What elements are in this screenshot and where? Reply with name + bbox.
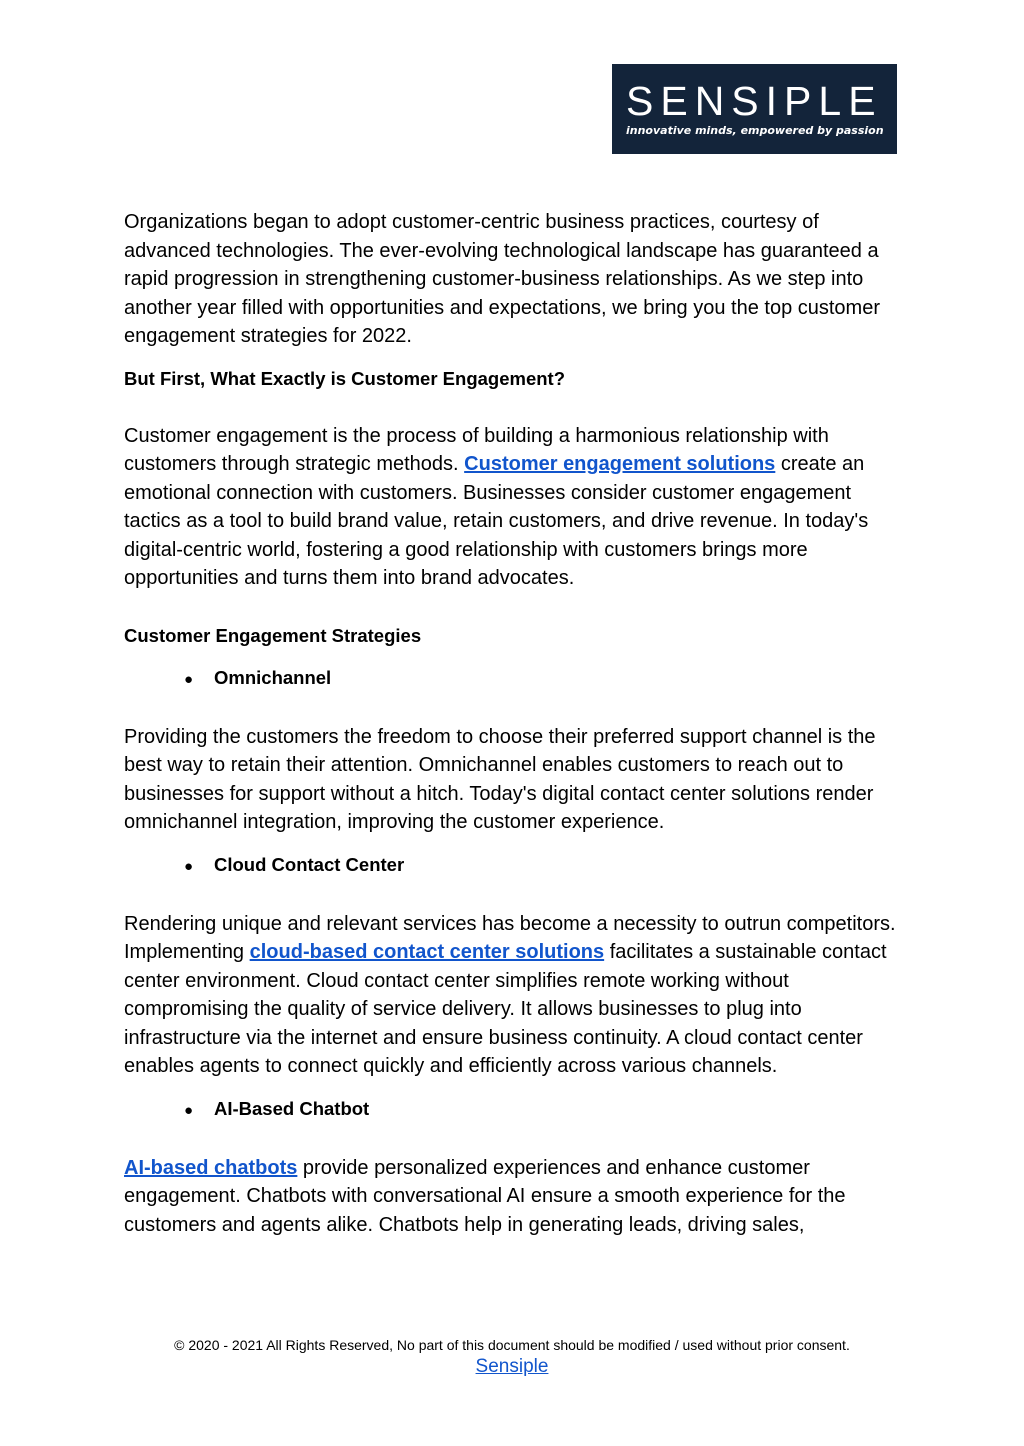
- page-footer: [0, 1336, 1024, 1380]
- bullet-cloud-contact-center: [124, 851, 900, 881]
- document-body: [124, 208, 900, 1239]
- bullet-omnichannel: [124, 664, 900, 694]
- customer-engagement-solutions-link[interactable]: Customer engagement solutions: [464, 453, 776, 475]
- bullet-title: Cloud Contact Center: [214, 853, 405, 875]
- logo-tagline: innovative minds, empowered by passion: [626, 124, 884, 137]
- paragraph-text: Customer engagement is the process of building a harmonious relationship with customers through strategic methods.: [124, 424, 829, 475]
- section-heading-strategies: Customer Engagement Strategies: [124, 624, 422, 646]
- paragraph-text: Rendering unique and relevant services has become a necessity to outrun competitors. Implementing: [124, 912, 896, 963]
- cloud-contact-center-paragraph: [124, 910, 900, 1081]
- omnichannel-paragraph: Providing the customers the freedom to choose their preferred support channel is the best way to retain their attention. Omnichannel enables customers to reach out to businesses for support without a hitch. Today's digital contact center solutions render omnichannel integration, improving the customer experience.: [124, 725, 876, 833]
- logo-wordmark: SENSIPLE: [626, 78, 883, 124]
- section-heading-customer-engagement: But First, What Exactly is Customer Engagement?: [124, 367, 565, 389]
- ai-based-chatbots-link[interactable]: AI-based chatbots: [124, 1156, 298, 1179]
- bullet-title: Omnichannel: [214, 666, 332, 688]
- bullet-ai-chatbot: [124, 1095, 900, 1125]
- bullet-title: AI-Based Chatbot: [214, 1097, 370, 1119]
- intro-paragraph: Organizations began to adopt customer-centric business practices, courtesy of advanced technologies. The ever-evolving technological landscape has guaranteed a rapid progression in strengthening customer-business relationships. As we step into another year filled with opportunities and expectations, we bring you the top customer engagement strategies for 2022.: [124, 211, 880, 347]
- customer-engagement-paragraph: [124, 422, 900, 593]
- ai-chatbot-paragraph: [124, 1154, 900, 1240]
- bullet-dot-icon: ●: [184, 670, 194, 688]
- sensiple-site-link[interactable]: Sensiple: [475, 1356, 549, 1377]
- paragraph-text: create an emotional connection with customers. Businesses consider customer engagement tactics as a tool to build brand value, retain customers, and drive revenue. In today's digital-centric world, fostering a good relationship with customers brings more opportunities and turns them into brand advocates.: [124, 453, 869, 589]
- paragraph-text: facilitates a sustainable contact center environment. Cloud contact center simplifies remote working without compromising the quality of service delivery. It allows businesses to plug into infrastructure via the internet and ensure business continuity. A cloud contact center enables agents to connect quickly and efficiently across various channels.: [124, 941, 887, 1077]
- cloud-contact-center-solutions-link[interactable]: cloud-based contact center solutions: [249, 941, 605, 963]
- sensiple-logo: [612, 64, 897, 154]
- paragraph-text: provide personalized experiences and enhance customer engagement. Chatbots with conversational AI ensure a smooth experience for the customers and agents alike. Chatbots help in generating leads, driving sales,: [124, 1156, 846, 1236]
- bullet-dot-icon: ●: [184, 857, 194, 875]
- copyright-notice: © 2020 - 2021 All Rights Reserved, No part of this document should be modified / used without prior consent.: [174, 1337, 850, 1353]
- bullet-dot-icon: ●: [184, 1101, 194, 1119]
